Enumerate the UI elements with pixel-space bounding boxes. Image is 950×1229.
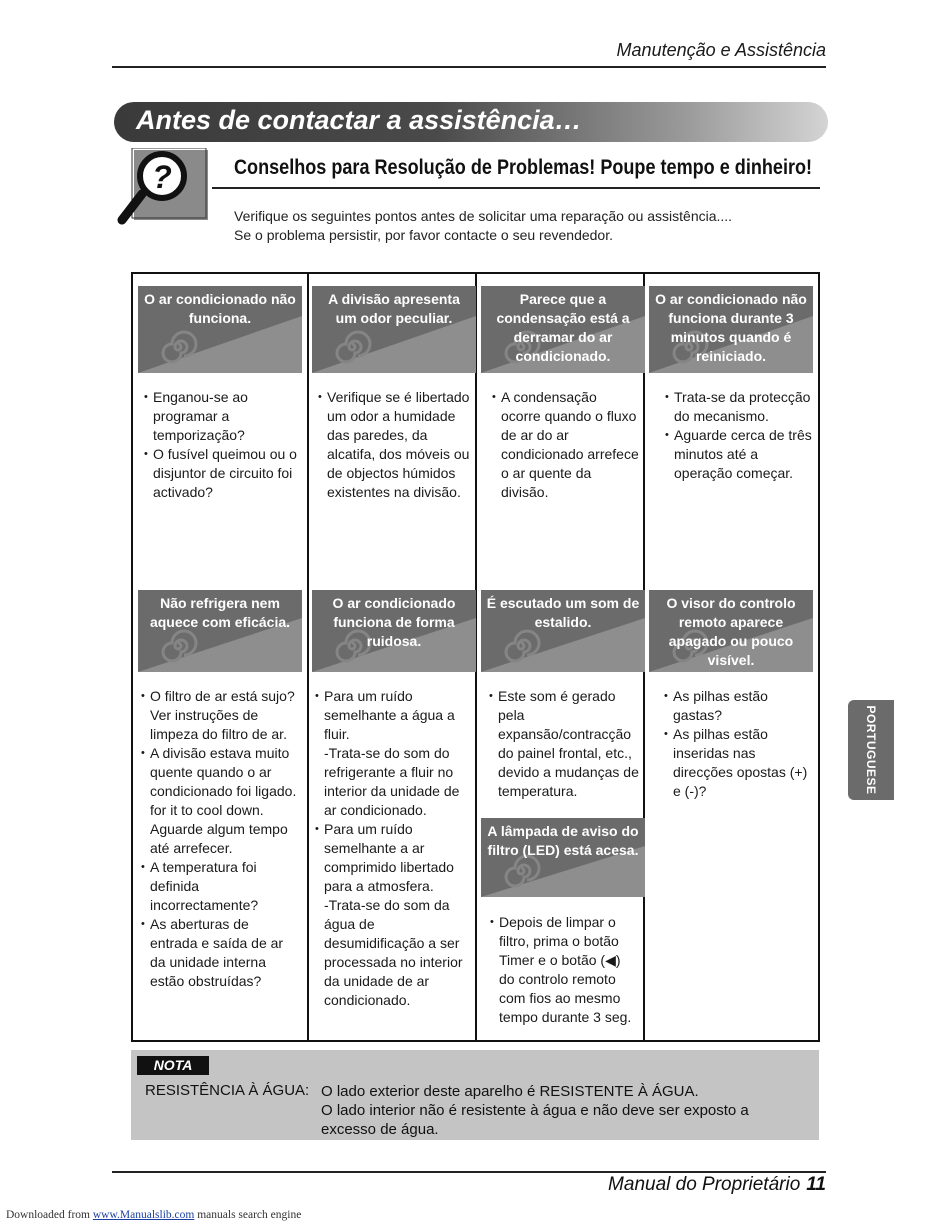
- issue-title-text: O ar condicionado não funciona.: [144, 291, 296, 326]
- list-item: • A divisão estava muito quente quando o ar condicionado foi ligado. for it to cool down. Aguarde algum tempo até arrefecer.: [141, 744, 299, 858]
- list-item: • Trata-se da protecção do mecanismo.: [665, 388, 813, 426]
- issue-title-text: O ar condicionado funciona de forma ruidosa.: [332, 595, 456, 649]
- list-item: • Depois de limpar o filtro, prima o botão Timer e o botão (◀) do controlo remoto com fios ao mesmo tempo durante 3 seg.: [490, 913, 638, 1027]
- spiral-icon: [158, 626, 198, 666]
- list-item: • Para um ruído semelhante a ar comprimido libertado para a atmosfera.: [315, 820, 473, 896]
- list-item: • O filtro de ar está sujo? Ver instruções de limpeza do filtro de ar.: [141, 687, 299, 744]
- issue-title-1: [138, 286, 302, 373]
- list-item: • As aberturas de entrada e saída de ar da unidade interna estão obstruídas?: [141, 915, 299, 991]
- list-item: • Para um ruído semelhante a água a fluir.: [315, 687, 473, 744]
- list-item: • A temperatura foi definida incorrectamente?: [141, 858, 299, 915]
- header-rule: [112, 66, 826, 68]
- list-item: • Verifique se é libertado um odor a humidade das paredes, da alcatifa, dos móveis ou de objectos húmidos existentes na divisão.: [318, 388, 470, 502]
- note-text: [321, 1082, 791, 1139]
- list-item: • As pilhas estão gastas?: [664, 687, 814, 725]
- issue-title-text: Não refrigera nem aquece com eficácia.: [149, 595, 291, 630]
- footer: [608, 1174, 826, 1196]
- issue-title-7b: [481, 818, 645, 897]
- note-line-1: O lado exterior deste aparelho é RESISTENTE À ÁGUA.: [321, 1083, 699, 1100]
- note-box: [131, 1050, 819, 1140]
- issue-checks-6: [315, 687, 473, 1010]
- subtitle-rule: [212, 187, 820, 189]
- list-item: • O fusível queimou ou o disjuntor de circuito foi activado?: [144, 445, 300, 502]
- issue-title-3: [481, 286, 645, 373]
- magnifier-question-icon: [116, 148, 210, 230]
- issue-checks-8: [664, 687, 814, 801]
- issue-title-5: [138, 590, 302, 672]
- manual-title: Manual do Proprietário: [608, 1174, 801, 1195]
- issue-checks-7: [489, 687, 645, 801]
- spiral-icon: [501, 626, 541, 666]
- list-item: • Aguarde cerca de três minutos até a operação começar.: [665, 426, 813, 483]
- language-tab-label: PORTUGUESE: [864, 705, 878, 795]
- list-item: • A condensação ocorre quando o fluxo de ar do ar condicionado arrefece o ar quente da divisão.: [492, 388, 640, 502]
- issue-checks-5: [141, 687, 299, 991]
- section-title: Manutenção e Assistência: [616, 40, 826, 60]
- download-prefix: Downloaded from: [6, 1209, 90, 1221]
- download-suffix: manuals search engine: [197, 1209, 302, 1221]
- issue-title-8: [649, 590, 813, 672]
- note-label: NOTA: [137, 1056, 209, 1075]
- footer-rule: [112, 1171, 826, 1173]
- issue-checks-2: [318, 388, 470, 502]
- note-line-2: O lado interior não é resistente à água e não deve ser exposto a excesso de água.: [321, 1102, 749, 1138]
- svg-text:?: ?: [152, 159, 172, 195]
- intro-line-2: Se o problema persistir, por favor contacte o seu revendedor.: [234, 227, 613, 243]
- issue-title-6: [312, 590, 476, 672]
- list-subitem: -Trata-se do som da água de desumidificação a ser processada no interior da unidade de ar condicionado.: [324, 897, 463, 1008]
- banner: [114, 102, 828, 142]
- issue-title-4: [649, 286, 813, 373]
- issue-title-2: [312, 286, 476, 373]
- intro-text: [234, 207, 732, 245]
- subtitle: Conselhos para Resolução de Problemas! Poupe tempo e dinheiro!: [234, 156, 813, 179]
- banner-title: Antes de contactar a assistência…: [136, 105, 582, 135]
- list-item: • Enganou-se ao programar a temporização?: [144, 388, 300, 445]
- page-number: 11: [806, 1174, 826, 1195]
- issue-title-7: [481, 590, 645, 672]
- note-key: RESISTÊNCIA À ÁGUA:: [145, 1082, 310, 1099]
- issue-title-text: O visor do controlo remoto aparece apagado ou pouco visível.: [666, 595, 796, 668]
- issue-title-text: O ar condicionado não funciona durante 3 minutos quando é reiniciado.: [655, 291, 807, 364]
- issue-title-text: Parece que a condensação está a derramar do ar condicionado.: [496, 291, 630, 364]
- issue-checks-3: [492, 388, 640, 502]
- issue-checks-7b: [490, 913, 638, 1027]
- list-subitem: -Trata-se do som do refrigerante a fluir no interior da unidade de ar condicionado.: [324, 745, 460, 818]
- issue-title-text: A lâmpada de aviso do filtro (LED) está acesa.: [487, 823, 639, 858]
- spiral-icon: [332, 327, 372, 367]
- spiral-icon: [158, 327, 198, 367]
- intro-line-1: Verifique os seguintes pontos antes de solicitar uma reparação ou assistência....: [234, 208, 733, 224]
- issue-checks-1: [144, 388, 300, 502]
- language-tab[interactable]: [848, 700, 894, 800]
- manualslib-link[interactable]: www.Manualslib.com: [92, 1209, 195, 1221]
- issue-checks-4: [665, 388, 813, 483]
- list-item: • As pilhas estão inseridas nas direcções opostas (+) e (-)?: [664, 725, 814, 801]
- issue-title-text: É escutado um som de estalido.: [486, 595, 640, 630]
- issue-title-text: A divisão apresenta um odor peculiar.: [328, 291, 460, 326]
- list-item: • Este som é gerado pela expansão/contracção do painel frontal, etc., devido a mudanças de temperatura.: [489, 687, 645, 801]
- column-divider: [307, 274, 309, 1040]
- download-notice: [6, 1209, 301, 1221]
